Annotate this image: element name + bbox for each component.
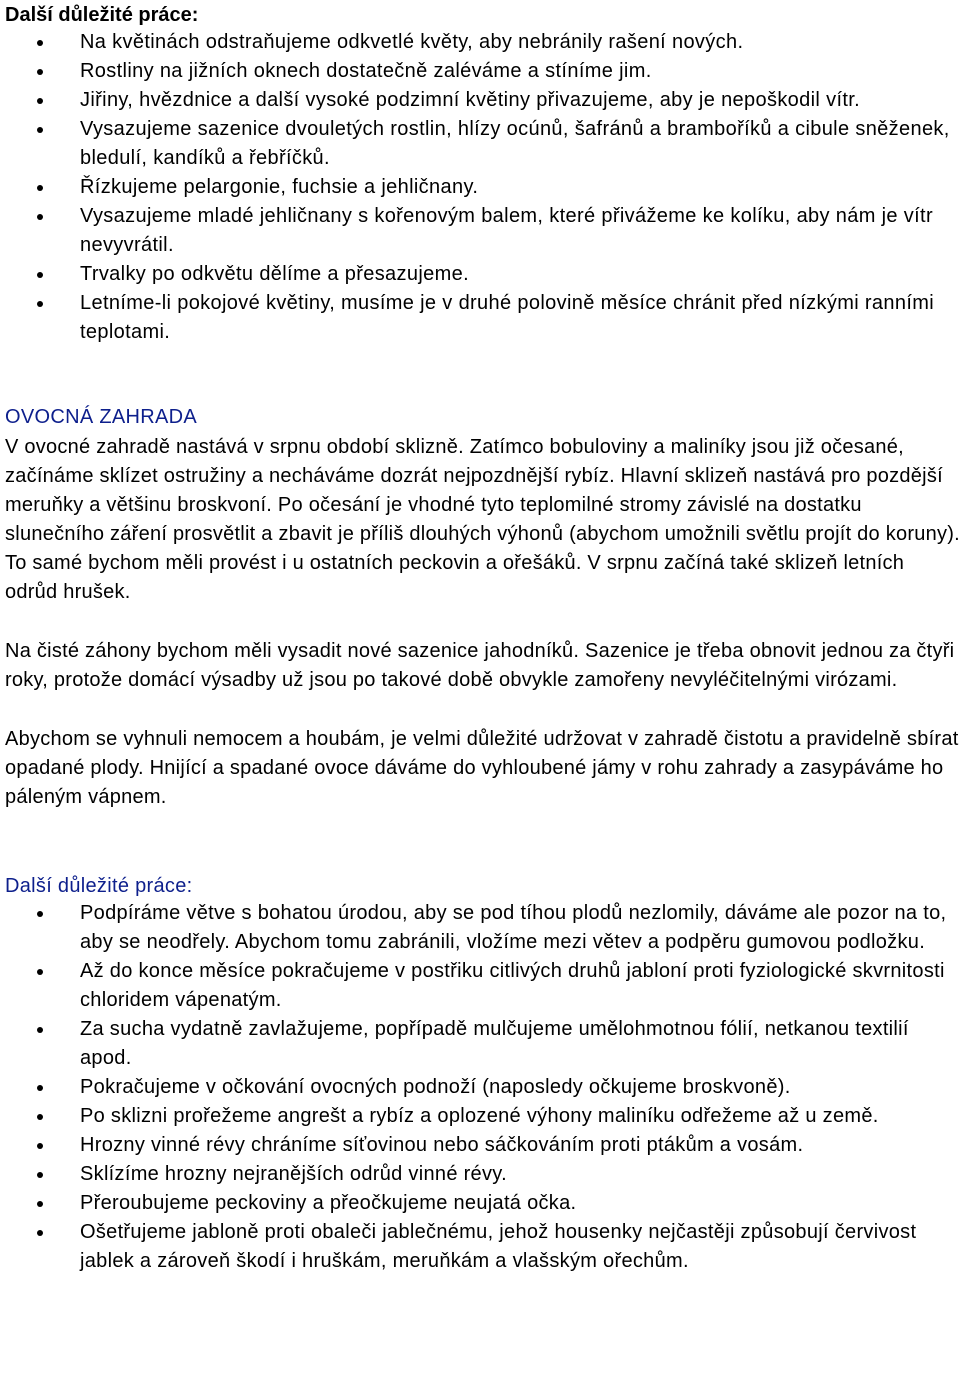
list-item xyxy=(0,1015,950,1073)
list-item xyxy=(0,115,950,173)
bullet-icon xyxy=(37,272,43,278)
list-item xyxy=(0,957,950,1015)
list-item-text: Rostliny na jižních oknech dostatečně zaléváme a stíníme jim. xyxy=(80,60,652,82)
list-item-text: Přeroubujeme peckoviny a přeočkujeme neujatá očka. xyxy=(80,1192,577,1214)
list-item-text: Letníme-li pokojové květiny, musíme je v druhé polovině měsíce chránit před nízkými ranními teplotami. xyxy=(80,292,935,343)
section1-heading: Další důležité práce: xyxy=(5,4,199,26)
bullet-icon xyxy=(37,69,43,75)
list-item-text: Až do konce měsíce pokračujeme v postřiku citlivých druhů jabloní proti fyziologické skvrnitosti chloridem vápenatým. xyxy=(80,960,945,1011)
list-item-text: Vysazujeme sazenice dvouletých rostlin, hlízy ocúnů, šafránů a bramboříků a cibule sněženek, bledulí, kandíků a řebříčků. xyxy=(80,118,950,169)
list-item xyxy=(0,1073,950,1102)
list-item-text: Sklízíme hrozny nejranějších odrůd vinné révy. xyxy=(80,1163,507,1185)
list-item-text: Řízkujeme pelargonie, fuchsie a jehličnany. xyxy=(80,176,479,198)
bullet-icon xyxy=(37,1027,43,1033)
list-item-text: Za sucha vydatně zavlažujeme, popřípadě mulčujeme umělohmotnou fólií, netkanou textilií apod. xyxy=(80,1018,909,1069)
list-item-text: Vysazujeme mladé jehličnany s kořenovým balem, které přivážeme ke kolíku, aby nám je vítr nevyvrátil. xyxy=(80,205,933,256)
list-item xyxy=(0,28,950,57)
section1-list xyxy=(0,28,950,347)
list-item xyxy=(0,1189,950,1218)
list-item-text: Trvalky po odkvětu dělíme a přesazujeme. xyxy=(80,263,469,285)
section2-heading: Další důležité práce: xyxy=(5,875,193,897)
orchard-paragraph-3: Abychom se vyhnuli nemocem a houbám, je velmi důležité udržovat v zahradě čistotu a pravidelně sbírat opadané plody. Hnijící a spadané ovoce dáváme do vyhloubené jámy v rohu zahrady a zasypáváme ho páleným vápnem. xyxy=(5,728,959,808)
bullet-icon xyxy=(37,1114,43,1120)
list-item xyxy=(0,1131,950,1160)
list-item-text: Jiřiny, hvězdnice a další vysoké podzimní květiny přivazujeme, aby je nepoškodil vítr. xyxy=(80,89,861,111)
bullet-icon xyxy=(37,1201,43,1207)
bullet-icon xyxy=(37,127,43,133)
bullet-icon xyxy=(37,98,43,104)
list-item-text: Hrozny vinné révy chráníme síťovinou nebo sáčkováním proti ptákům a vosám. xyxy=(80,1134,804,1156)
bullet-icon xyxy=(37,1143,43,1149)
list-item xyxy=(0,202,950,260)
bullet-icon xyxy=(37,1172,43,1178)
list-item-text: Ošetřujeme jabloně proti obaleči jablečnému, jehož housenky nejčastěji způsobují červivost jablek a zároveň škodí i hruškám, meruňkám a vlašským ořechům. xyxy=(80,1221,917,1272)
list-item xyxy=(0,86,950,115)
list-item xyxy=(0,289,950,347)
orchard-paragraph-2: Na čisté záhony bychom měli vysadit nové sazenice jahodníků. Sazenice je třeba obnovit jednou za čtyři roky, protože domácí výsadby už jsou po takové době obvykle zamořeny nevyléčitelnými virózami. xyxy=(5,640,955,691)
bullet-icon xyxy=(37,301,43,307)
bullet-icon xyxy=(37,40,43,46)
bullet-icon xyxy=(37,1085,43,1091)
list-item-text: Podpíráme větve s bohatou úrodou, aby se pod tíhou plodů nezlomily, dáváme ale pozor na to, aby se neodřely. Abychom tomu zabránili, vložíme mezi větev a podpěru gumovou podložku. xyxy=(80,902,947,953)
list-item xyxy=(0,57,950,86)
bullet-icon xyxy=(37,911,43,917)
list-item xyxy=(0,260,950,289)
list-item-text: Po sklizni prořežeme angrešt a rybíz a oplozené výhony maliníku odřežeme až u země. xyxy=(80,1105,879,1127)
list-item xyxy=(0,1160,950,1189)
orchard-heading: OVOCNÁ ZAHRADA xyxy=(5,406,198,428)
list-item xyxy=(0,1102,950,1131)
list-item-text: Pokračujeme v očkování ovocných podnoží (naposledy očkujeme broskvoně). xyxy=(80,1076,791,1098)
list-item xyxy=(0,899,950,957)
bullet-icon xyxy=(37,214,43,220)
list-item xyxy=(0,1218,950,1276)
section2-list xyxy=(0,899,950,1276)
list-item xyxy=(0,173,950,202)
orchard-paragraph-1: V ovocné zahradě nastává v srpnu období sklizně. Zatímco bobuloviny a maliníky jsou již očesané, začínáme sklízet ostružiny a necháváme dozrát nejpozdnější rybíz. Hlavní sklizeň nastává pro pozdější meruňky a většinu broskvoní. Po očesání je vhodné tyto teplomilné stromy závislé na dostatku slunečního záření prosvětlit a zbavit je příliš dlouhých výhonů (abychom umožnili světlu projít do koruny). To samé bychom měli provést i u ostatních peckovin a ořešáků. V srpnu začíná také sklizeň letních odrůd hrušek. xyxy=(5,436,960,603)
list-item-text: Na květinách odstraňujeme odkvetlé květy, aby nebránily rašení nových. xyxy=(80,31,744,53)
bullet-icon xyxy=(37,969,43,975)
bullet-icon xyxy=(37,1230,43,1236)
bullet-icon xyxy=(37,185,43,191)
